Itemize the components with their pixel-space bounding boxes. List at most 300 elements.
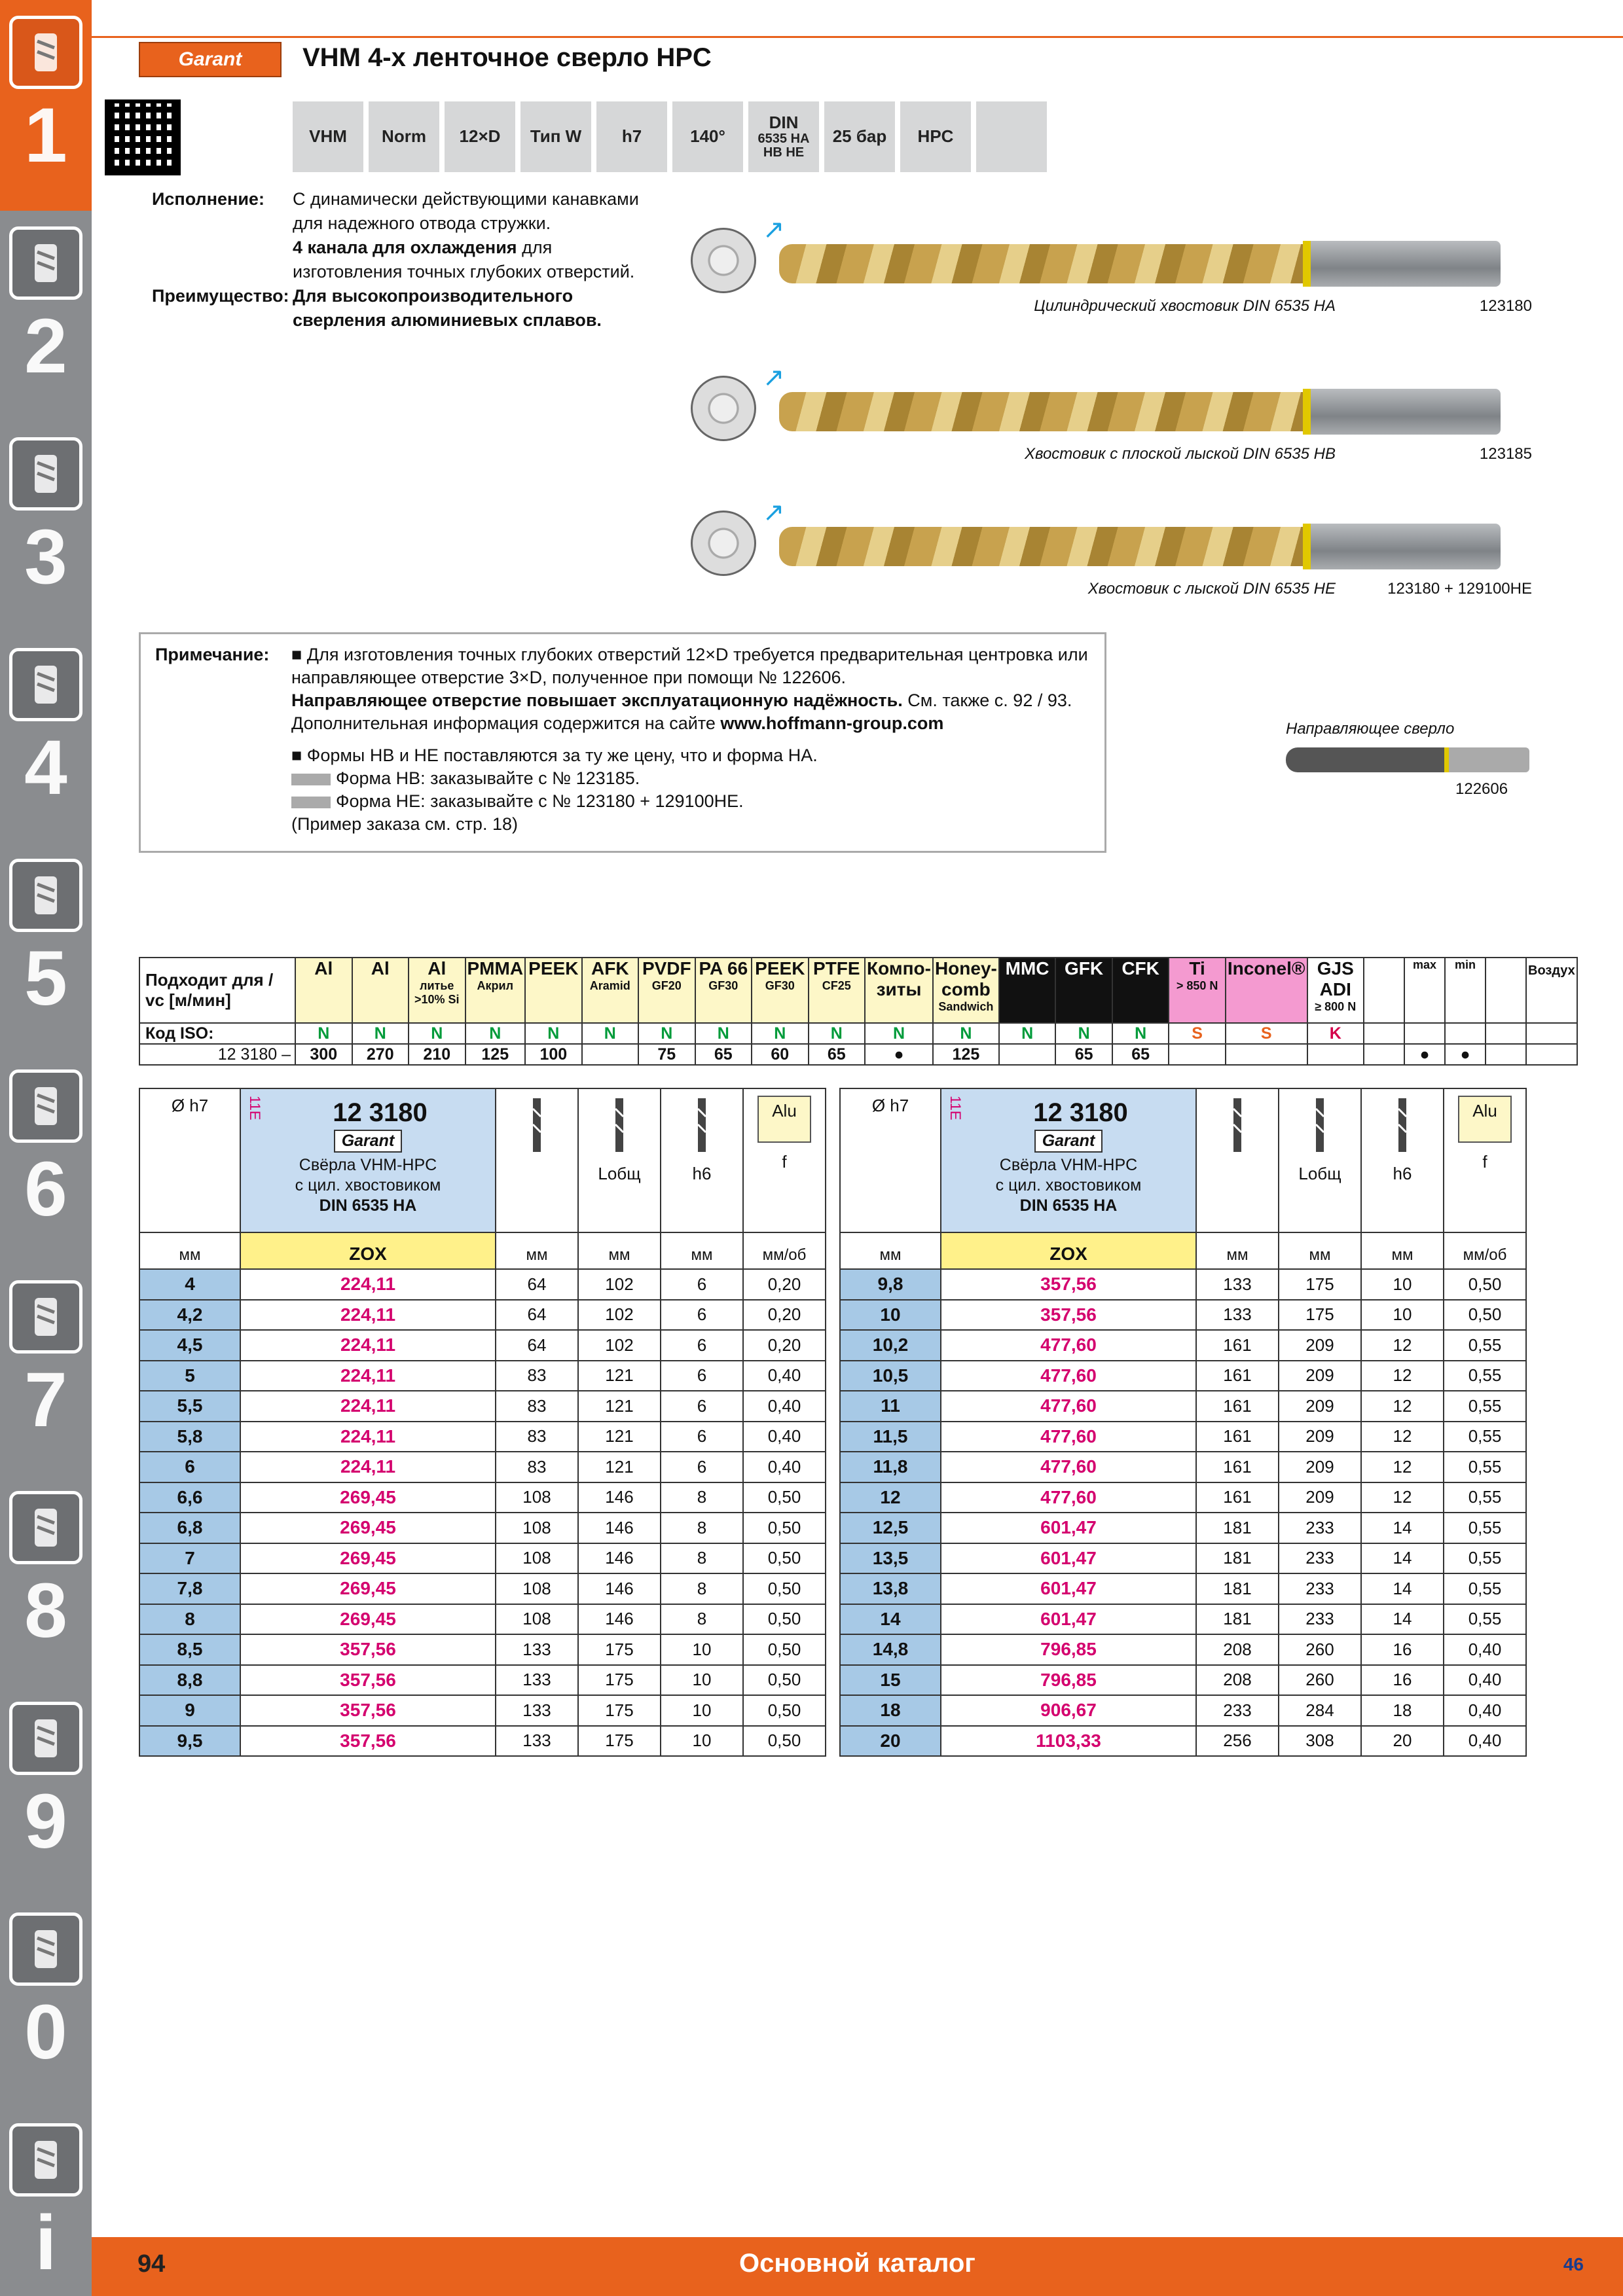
dia-header [139,1088,240,1232]
table-row[interactable] [139,1422,826,1452]
vc-value: 210 [409,1044,465,1065]
price: 357,56 [240,1665,496,1696]
cooling-3 [1486,958,1526,1023]
table-row[interactable] [139,1543,826,1574]
material-14 [1112,958,1169,1023]
material-10 [865,958,933,1023]
feed: 0,55 [1444,1361,1526,1391]
drill-article: 123180 + 129100HE [1387,580,1532,598]
flute-length: 181 [1196,1573,1279,1604]
material-7 [695,958,752,1023]
feed: 0,40 [1444,1695,1526,1726]
total-length: 146 [578,1604,661,1635]
shank-diameter: 8 [661,1482,743,1513]
price: 477,60 [941,1482,1196,1513]
dia-label: Ø h7 [171,1096,209,1115]
price: 224,11 [240,1452,496,1482]
diameter: 5,8 [139,1422,240,1452]
material-17 [1307,958,1364,1023]
drill-ring [1303,389,1311,435]
column-label: h6 [1393,1164,1412,1183]
drill-ring [1303,241,1311,287]
sidebar-tab-5[interactable] [0,843,92,1054]
feed: 0,55 [1444,1330,1526,1361]
property-icons [293,101,1047,172]
material-11 [933,958,999,1023]
diameter: 9,5 [139,1726,240,1757]
page-title: VHM 4-х ленточное сверло HPC [302,43,712,72]
shank-diameter: 6 [661,1300,743,1331]
table-row[interactable] [840,1634,1526,1665]
column-label: f [1482,1152,1487,1172]
drill-shank [1311,389,1501,435]
flute-length: 108 [496,1543,578,1574]
shank-diameter: 6 [661,1452,743,1482]
material-sub: GF30 [765,979,795,992]
sidebar-tab-4[interactable] [0,632,92,843]
table-row[interactable] [139,1665,826,1696]
unit-label: мм [139,1232,240,1269]
table-row[interactable] [139,1361,826,1391]
drill-end-view [691,228,756,293]
feed: 0,40 [1444,1726,1526,1757]
property-icon-label: 25 бар [832,126,887,147]
insert-icon [9,226,82,300]
shank-diameter: 6 [661,1330,743,1361]
cooling-value: ● [1445,1044,1486,1065]
flute-length: 83 [496,1422,578,1452]
flute-length: 181 [1196,1543,1279,1574]
product-article: 12 3180 [1033,1098,1128,1127]
material-sub: ≥ 800 N [1315,1000,1357,1013]
property-icon-5 [672,101,743,172]
drill-flute [779,244,1303,283]
vc-value [999,1044,1056,1065]
material-name: PMMA [467,958,524,978]
material-9 [809,958,866,1023]
diameter: 13,8 [840,1573,941,1604]
total-length: 102 [578,1269,661,1300]
drill-flute [779,392,1303,431]
diameter: 4,2 [139,1300,240,1331]
pilot-drill-image [1286,747,1529,772]
table-row[interactable] [840,1452,1526,1482]
material-name: AFK [591,958,629,978]
vc-row [139,1044,1577,1065]
material-name: Honey-comb [934,958,997,999]
iso-code: N [695,1023,752,1044]
qr-code-icon[interactable] [105,99,181,175]
shank-diameter: 18 [1361,1695,1444,1726]
feed: 0,40 [1444,1665,1526,1696]
material-13 [1055,958,1112,1023]
iso-empty [1486,1023,1526,1044]
chapter-sidebar [0,0,92,2296]
feed: 0,40 [743,1422,826,1452]
material-1 [352,958,409,1023]
note-p1-bold: Направляющее отверстие повышает эксплуатационную надёжность. [291,691,903,710]
table-row[interactable] [840,1513,1526,1543]
iso-empty [1526,1023,1577,1044]
cooling-0 [1364,958,1404,1023]
feed: 0,55 [1444,1543,1526,1574]
alu-icon: Alu [1458,1096,1512,1143]
coating-label: ZOX [240,1232,496,1269]
shank-diameter: 14 [1361,1543,1444,1574]
table-row[interactable] [139,1300,826,1331]
price: 357,56 [240,1695,496,1726]
total-length: 121 [578,1422,661,1452]
feed-alu [743,1088,826,1232]
feed: 0,40 [743,1361,826,1391]
product-brand-logo: Garant [334,1130,403,1153]
flute-length: 64 [496,1300,578,1331]
material-sub: Sandwich [938,1000,994,1013]
flute-length: 133 [496,1695,578,1726]
shank-diameter: 14 [1361,1513,1444,1543]
price: 477,60 [941,1452,1196,1482]
diameter: 4,5 [139,1330,240,1361]
sidebar-tab-number: 4 [24,725,67,811]
feed: 0,40 [743,1391,826,1422]
flute-length: 83 [496,1391,578,1422]
price: 1103,33 [941,1726,1196,1757]
iso-code: N [525,1023,582,1044]
product-header-row [139,1088,826,1232]
property-icon-label: 140° [690,126,725,147]
sidebar-tab-9[interactable] [0,1686,92,1897]
feed: 0,55 [1444,1573,1526,1604]
total-length: 146 [578,1573,661,1604]
shank-diameter: 8 [661,1543,743,1574]
price: 601,47 [941,1513,1196,1543]
material-name: Al [314,958,333,978]
note-example: (Пример заказа см. стр. 18) [291,814,518,834]
shank-diameter: 12 [1361,1452,1444,1482]
sidebar-tab-number: 5 [24,935,67,1022]
price: 269,45 [240,1573,496,1604]
shank-diameter: 8 [661,1604,743,1635]
hb-shank-icon [291,774,331,785]
coolant-arrow-icon: ↗ [763,498,785,527]
table-row[interactable] [840,1422,1526,1452]
price: 477,60 [941,1422,1196,1452]
price: 796,85 [941,1634,1196,1665]
price: 357,56 [240,1726,496,1757]
flute-length: 181 [1196,1513,1279,1543]
feed: 0,50 [743,1726,826,1757]
feed: 0,50 [743,1543,826,1574]
drill-end-view [691,376,756,441]
table-row[interactable] [139,1269,826,1300]
diameter: 8 [139,1604,240,1635]
caliper-icon [9,648,82,721]
sidebar-tab-number: i [35,2200,57,2286]
cooling-bold: 4 канала для охлаждения [293,238,517,257]
diameter: 5 [139,1361,240,1391]
diameter: 10,5 [840,1361,941,1391]
materials-header-label: Подходит для / vc [м/мин] [139,958,295,1023]
table-row[interactable] [139,1391,826,1422]
price: 601,47 [941,1604,1196,1635]
column-label: Lобщ [598,1164,641,1183]
iso-code: N [865,1023,933,1044]
sidebar-tab-7[interactable] [0,1265,92,1475]
property-icon-4 [596,101,667,172]
flute-length: 108 [496,1604,578,1635]
table-row[interactable] [139,1726,826,1757]
table-row[interactable] [139,1604,826,1635]
flute-length: 108 [496,1573,578,1604]
price: 477,60 [941,1391,1196,1422]
vc-value: 125 [933,1044,999,1065]
cooling-2 [1445,958,1486,1023]
table-row[interactable] [840,1482,1526,1513]
table-row[interactable] [139,1452,826,1482]
product-code: 11E [947,1096,964,1121]
diameter: 5,5 [139,1391,240,1422]
price: 357,56 [941,1300,1196,1331]
note-p1: ■ Для изготовления точных глубоких отверстий 12×D требуется предварительная центровка или направляющее отверстие 3×D, полученное при помощи № 122606. [291,645,1088,687]
flute-length: 133 [496,1665,578,1696]
flute-length: 233 [1196,1695,1279,1726]
sidebar-tab-3[interactable] [0,422,92,632]
property-icon-6 [748,101,819,172]
material-2 [409,958,465,1023]
feed: 0,50 [743,1695,826,1726]
website-link[interactable]: www.hoffmann-group.com [720,713,944,733]
product-line1: Свёрла VHM-HPC [299,1156,437,1174]
units-row [840,1232,1526,1269]
shank-diameter: 14 [1361,1573,1444,1604]
unit-label: мм [496,1232,578,1269]
diameter: 9,8 [840,1269,941,1300]
iso-code: N [999,1023,1056,1044]
iso-empty [1364,1023,1404,1044]
sidebar-tab-number: 3 [24,514,67,600]
material-name: PVDF [642,958,691,978]
flute-length: 133 [1196,1269,1279,1300]
price: 357,56 [941,1269,1196,1300]
drill-shank [1311,524,1501,569]
iso-code: S [1226,1023,1307,1044]
sidebar-tab-number: 8 [24,1568,67,1654]
sidebar-tab-8[interactable] [0,1475,92,1686]
table-row[interactable] [139,1634,826,1665]
material-name: CFK [1122,958,1159,978]
table-row[interactable] [840,1695,1526,1726]
feed: 0,40 [1444,1634,1526,1665]
shank-diameter: 20 [1361,1726,1444,1757]
diameter: 20 [840,1726,941,1757]
property-icon-label: DIN [769,113,799,133]
shank-diameter: 6 [661,1422,743,1452]
property-icon-9 [976,101,1047,172]
price: 601,47 [941,1573,1196,1604]
unit-label: мм [661,1232,743,1269]
sidebar-tab-number: 9 [24,1778,67,1865]
diameter: 12 [840,1482,941,1513]
shank-diameter: 6 [661,1391,743,1422]
pilot-caption: Направляющее сверло [1286,720,1455,738]
table-row[interactable] [840,1269,1526,1300]
total-length: 175 [578,1695,661,1726]
flute-length: 161 [1196,1452,1279,1482]
table-row[interactable] [840,1361,1526,1391]
note-hb: Форма HB: заказывайте с № 123185. [336,768,640,788]
iso-code: N [465,1023,526,1044]
shank-diameter: 12 [1361,1361,1444,1391]
iso-code: N [409,1023,465,1044]
note-box [139,632,1106,853]
total-length: 209 [1279,1391,1361,1422]
footer-title: Основной каталог [739,2249,976,2278]
product-table-left [139,1088,826,1757]
price: 269,45 [240,1513,496,1543]
feed: 0,50 [743,1573,826,1604]
table-row[interactable] [139,1482,826,1513]
cooling-value [1486,1044,1526,1065]
iso-code: N [352,1023,409,1044]
iso-code: N [638,1023,695,1044]
total-length: 175 [578,1665,661,1696]
total-length: 209 [1279,1482,1361,1513]
coating-label: ZOX [941,1232,1196,1269]
table-row[interactable] [139,1513,826,1543]
sidebar-tab-i[interactable] [0,2108,92,2296]
sidebar-tab-1[interactable] [0,0,92,211]
flute-length: 161 [1196,1422,1279,1452]
property-icon-label: HPC [917,126,954,147]
feed: 0,50 [743,1634,826,1665]
diameter: 9 [139,1695,240,1726]
table-row[interactable] [840,1573,1526,1604]
diameter: 10 [840,1300,941,1331]
price: 477,60 [941,1330,1196,1361]
material-sub: > 850 N [1176,979,1218,992]
table-row[interactable] [139,1695,826,1726]
feed: 0,55 [1444,1391,1526,1422]
total-length: 121 [578,1452,661,1482]
shank-diameter: 12 [1361,1391,1444,1422]
property-icon-label: Тип W [530,126,582,147]
total-length: 102 [578,1330,661,1361]
feed: 0,55 [1444,1452,1526,1482]
table-row[interactable] [840,1604,1526,1635]
total-length: 284 [1279,1695,1361,1726]
diameter: 6,6 [139,1482,240,1513]
price: 224,11 [240,1269,496,1300]
wrench-icon [9,1069,82,1143]
table-row[interactable] [840,1391,1526,1422]
sidebar-tab-number: 2 [24,303,67,389]
vc-value: 75 [638,1044,695,1065]
material-name: Inconel® [1227,958,1305,978]
total-length: 146 [578,1482,661,1513]
product-description [240,1088,496,1232]
table-row[interactable] [840,1665,1526,1696]
property-icon-label: VHM [309,126,347,147]
total-length: 175 [1279,1300,1361,1331]
shank-diameter: 12 [1361,1330,1444,1361]
price: 796,85 [941,1665,1196,1696]
total-length: 260 [1279,1665,1361,1696]
units-row [139,1232,826,1269]
total-length: 233 [1279,1604,1361,1635]
diameter: 14,8 [840,1634,941,1665]
table-row[interactable] [840,1300,1526,1331]
flute-length: 64 [496,1330,578,1361]
diameter: 18 [840,1695,941,1726]
vc-value: ● [865,1044,933,1065]
material-0 [295,958,352,1023]
vc-value [1307,1044,1364,1065]
header-line [92,36,1623,38]
iso-code: N [752,1023,809,1044]
unit-label: мм [1361,1232,1444,1269]
safety-icon [9,1912,82,1986]
table-row[interactable] [139,1330,826,1361]
feed: 0,50 [743,1665,826,1696]
material-sub: литье >10% Si [414,979,460,1006]
flute-length: 83 [496,1361,578,1391]
cooling-4 [1526,958,1577,1023]
price: 269,45 [240,1543,496,1574]
pliers-icon [9,1280,82,1354]
feed: 0,50 [1444,1269,1526,1300]
column-label: f [782,1152,787,1172]
shank-diameter: 10 [661,1695,743,1726]
toolcase-icon [9,1491,82,1564]
iso-row [139,1023,1577,1044]
table-row[interactable] [840,1726,1526,1757]
property-icon-0 [293,101,363,172]
property-icon-1 [369,101,439,172]
feed: 0,20 [743,1330,826,1361]
flute-length: 108 [496,1513,578,1543]
price: 224,11 [240,1300,496,1331]
execution-text: С динамически действующими канавками для надежного отвода стружки. [293,189,639,233]
table-row[interactable] [840,1330,1526,1361]
cooling-value: ● [1404,1044,1445,1065]
flute-length: 133 [496,1634,578,1665]
table-row[interactable] [840,1543,1526,1574]
shank-diameter: 12 [1361,1422,1444,1452]
material-sub: CF25 [822,979,851,992]
table-row[interactable] [139,1573,826,1604]
iso-code: K [1307,1023,1364,1044]
diameter: 7,8 [139,1573,240,1604]
sidebar-tab-0[interactable] [0,1897,92,2108]
iso-code: N [295,1023,352,1044]
shank-diameter: 14 [1361,1604,1444,1635]
sidebar-tab-6[interactable] [0,1054,92,1265]
feed: 0,50 [743,1482,826,1513]
dia-header [840,1088,941,1232]
iso-empty [1404,1023,1445,1044]
vc-value: 65 [809,1044,866,1065]
total-length: 260 [1279,1634,1361,1665]
diameter: 7 [139,1543,240,1574]
sidebar-tab-2[interactable] [0,211,92,422]
unit-label: мм/об [1444,1232,1526,1269]
flute-length: 161 [1196,1391,1279,1422]
flute-length: 83 [496,1452,578,1482]
cooling-1 [1404,958,1445,1023]
diameter: 6,8 [139,1513,240,1543]
iso-code: N [1112,1023,1169,1044]
material-name: Al [371,958,390,978]
